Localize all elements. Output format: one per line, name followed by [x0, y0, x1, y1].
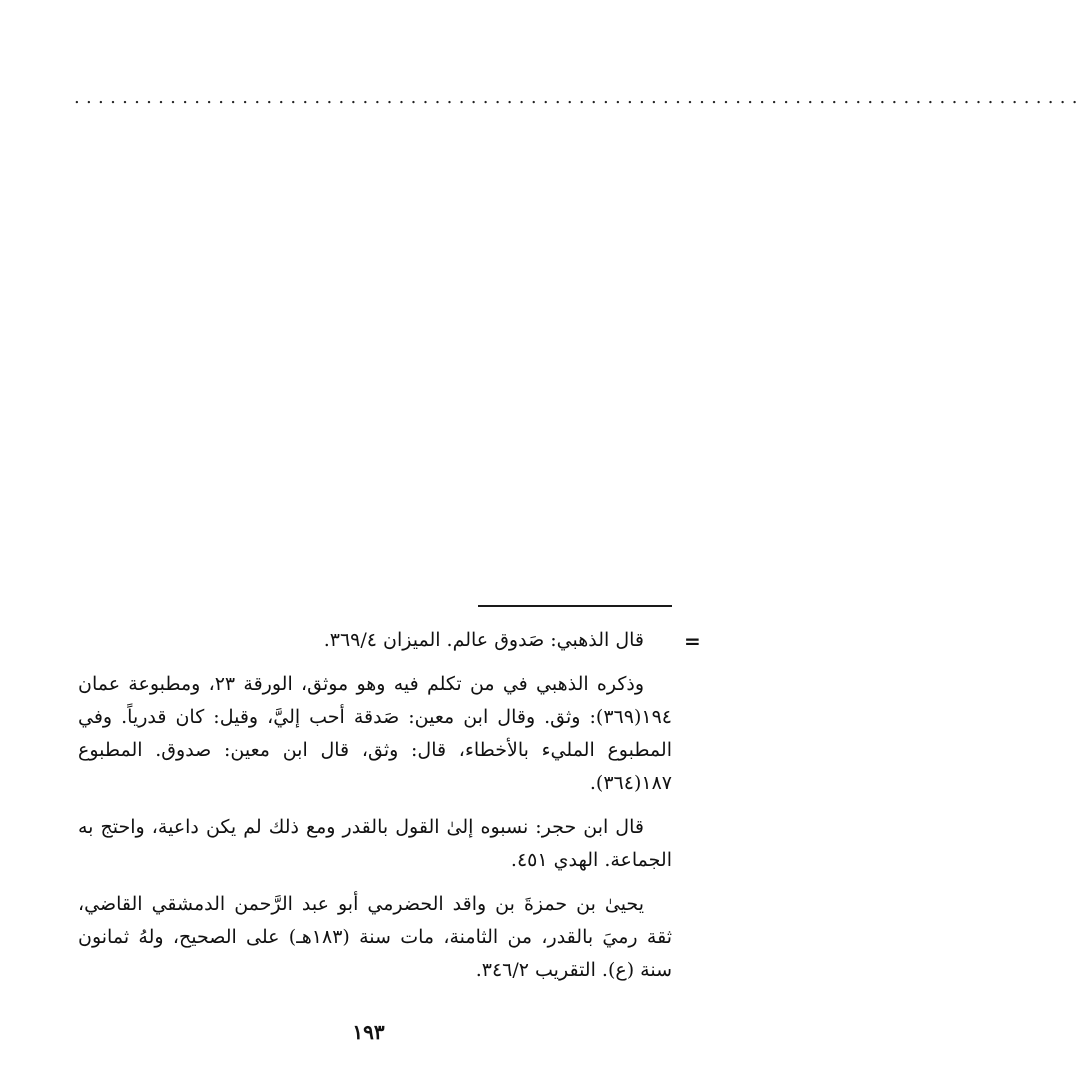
page-number: ١٩٣: [352, 1020, 385, 1044]
top-dotted-separator: ....................................................................................: [74, 87, 1084, 108]
footnote-paragraph-ibn-hajar: قال ابن حجر: نسبوه إلىٰ القول بالقدر ومع ذلك لم يكن داعية، واحتج به الجماعة. الهدي ٤٥١.: [78, 816, 672, 871]
footnote-separator-rule: [478, 605, 672, 607]
footnote-paragraph-yahya-bio: يحيىٰ بن حمزةَ بن واقد الحضرمي أبو عبد الرَّحمن الدمشقي القاضي، ثقة رميَ بالقدر، من الثامنة، مات سنة (١٨٣هـ) على الصحيح، ولهُ ثمانون سنة (ع). التقريب ٣٤٦/٢.: [78, 893, 672, 981]
footnotes-block: [78, 624, 672, 998]
footnote-paragraph-dhahabi: قال الذهبي: صَدوق عالم. الميزان ٣٦٩/٤.: [323, 629, 644, 651]
continuation-mark: =: [684, 629, 701, 653]
footnote-paragraph-mentions: وذكره الذهبي في من تكلم فيه وهو موثق، الورقة ٢٣، ومطبوعة عمان ١٩٤(٣٦٩): وثق. وقال ابن معين: صَدقة أحب إليَّ، وقيل: كان قدرياً. وفي المطبوع المليء بالأخطاء، قال: وثق، قال ابن معين: صدوق. المطبوع ١٨٧(٣٦٤).: [78, 673, 672, 794]
